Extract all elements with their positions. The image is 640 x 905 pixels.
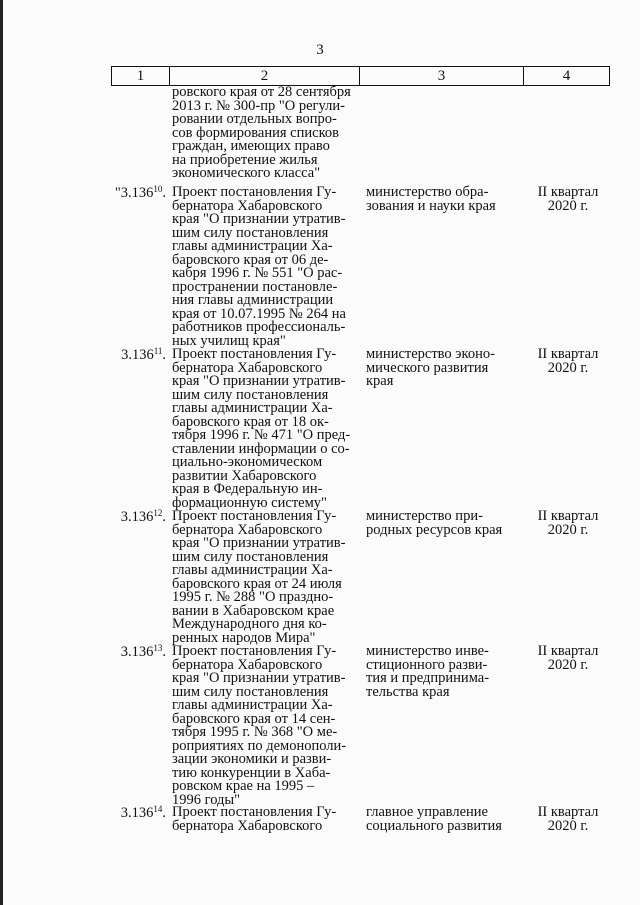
row-deadline [528, 510, 608, 537]
text-line: бернатора Хабаровского [172, 197, 323, 214]
text-line: Международного дня ко- [172, 616, 327, 632]
text-line: ных училищ края" [172, 332, 286, 349]
text-line: граждан, имеющих право [172, 138, 330, 154]
text-line: края от 10.07.1995 № 264 на [172, 305, 346, 322]
text-line: бернатора Хабаровского [172, 521, 323, 538]
header-col-4: 4 [524, 67, 610, 86]
text-line: бернатора Хабаровского [172, 359, 323, 376]
text-line: Проект постановления Гу- [172, 643, 337, 659]
text-line: 2020 г. [547, 521, 589, 538]
text-line: ния главы администрации [172, 292, 334, 308]
row-responsible [366, 186, 526, 213]
header-col-1: 1 [112, 67, 170, 86]
text-line: родных ресурсов края [366, 521, 503, 538]
text-line: Проект постановления Гу- [172, 346, 337, 362]
row-responsible [366, 645, 526, 699]
text-line: ровании отдельных вопро- [172, 111, 337, 127]
text-line: баровского края от 06 де- [172, 251, 329, 268]
header-col-3: 3 [360, 67, 524, 86]
row-deadline [528, 186, 608, 213]
header-col-2: 2 [170, 67, 360, 86]
text-line: роприятиях по демонополи- [172, 737, 347, 754]
text-line: главы администрации Ха- [172, 562, 333, 578]
text-line: шим силу постановления [172, 683, 329, 700]
text-line: вании в Хабаровском крае [172, 602, 335, 619]
text-line: мического развития [366, 359, 489, 376]
text-line: формационную систему" [172, 494, 327, 511]
text-line: баровского края от 24 июля [172, 575, 342, 592]
text-line: главное управление [366, 804, 488, 820]
row-deadline [528, 348, 608, 375]
text-line: шим силу постановления [172, 386, 329, 403]
row-responsible [366, 510, 526, 537]
row-number: 3.136$^{11}$. [121, 346, 166, 363]
text-line: 2020 г. [547, 197, 589, 214]
row-title [172, 645, 362, 807]
text-line: главы администрации Ха- [172, 400, 333, 416]
row-responsible [366, 806, 526, 833]
text-line: ровском крае на 1995 – [172, 778, 315, 794]
text-line: II квартал [537, 508, 599, 524]
text-line: баровского края от 18 ок- [172, 413, 329, 430]
row-title [172, 186, 362, 348]
text-line: шим силу постановления [172, 548, 329, 565]
text-line: экономического класса" [172, 165, 321, 181]
page-number: 3 [316, 42, 324, 58]
text-line: II квартал [537, 804, 599, 820]
text-line: 2020 г. [547, 817, 589, 834]
text-line: ренных народов Мира" [172, 629, 316, 646]
text-line: министерство обра- [366, 184, 489, 200]
continuation-text [172, 86, 362, 181]
text-line: тия и предпринима- [366, 670, 490, 686]
row-number: 3.136$^{13}$. [120, 643, 166, 660]
text-line: главы администрации Ха- [172, 238, 333, 254]
text-line: края "О признании утратив- [172, 670, 346, 686]
text-line: края "О признании утратив- [172, 373, 346, 389]
text-line: бернатора Хабаровского [172, 656, 323, 673]
row-deadline [528, 806, 608, 833]
text-line: края "О признании утратив- [172, 535, 346, 551]
text-line: края "О признании утратив- [172, 211, 346, 227]
text-line: тию конкуренции в Хаба- [172, 764, 331, 781]
text-line: циально-экономическом [172, 454, 323, 470]
row-deadline [528, 645, 608, 672]
text-line: тября 1996 г. № 471 "О пред- [172, 427, 351, 443]
text-line: министерство инве- [366, 643, 489, 659]
text-line: на приобретение жилья [172, 151, 318, 168]
text-line: II квартал [537, 184, 599, 200]
text-line: зования и науки края [366, 197, 496, 214]
text-line: края в Федеральную ин- [172, 481, 323, 497]
row-title [172, 348, 362, 510]
text-line: работников профессиональ- [172, 319, 346, 335]
text-line: шим силу постановления [172, 224, 329, 241]
text-line: Проект постановления Гу- [172, 508, 337, 524]
text-line: Проект постановления Гу- [172, 804, 337, 820]
table-header [111, 66, 610, 86]
text-line: 2020 г. [547, 656, 589, 673]
text-line: зации экономики и разви- [172, 751, 332, 767]
text-line: 2020 г. [547, 359, 589, 376]
scan-left-border [0, 0, 3, 905]
text-line: ставлении информации о со- [172, 440, 350, 457]
text-line: социального развития [366, 817, 502, 834]
text-line: 1995 г. № 288 "О праздно- [172, 589, 334, 605]
text-line: 1996 годы" [172, 791, 241, 808]
row-number: "3.136$^{10}$. [114, 184, 166, 201]
text-line: пространении постановле- [172, 278, 338, 295]
text-line: баровского края от 14 сен- [172, 710, 336, 727]
text-line: ровского края от 28 сентября [172, 84, 351, 100]
row-title [172, 806, 362, 833]
row-number: 3.136$^{14}$. [120, 804, 166, 821]
text-line: тельства края [366, 683, 450, 700]
text-line: II квартал [537, 643, 599, 659]
text-line: стиционного разви- [366, 656, 488, 673]
text-line: главы администрации Ха- [172, 697, 333, 713]
row-responsible [366, 348, 526, 389]
text-line: развитии Хабаровского [172, 467, 317, 484]
text-line: министерство эконо- [366, 346, 495, 362]
text-line: 2013 г. № 300-пр "О регули- [172, 97, 345, 114]
text-line: тября 1995 г. № 368 "О ме- [172, 724, 338, 740]
text-line: министерство при- [366, 508, 483, 524]
text-line: Проект постановления Гу- [172, 184, 337, 200]
text-line: края [366, 373, 394, 389]
row-number: 3.136$^{12}$. [120, 508, 166, 525]
text-line: бернатора Хабаровского [172, 817, 323, 834]
text-line: кабря 1996 г. № 551 "О рас- [172, 265, 343, 281]
text-line: сов формирования списков [172, 124, 339, 141]
text-line: II квартал [537, 346, 599, 362]
row-title [172, 510, 362, 645]
